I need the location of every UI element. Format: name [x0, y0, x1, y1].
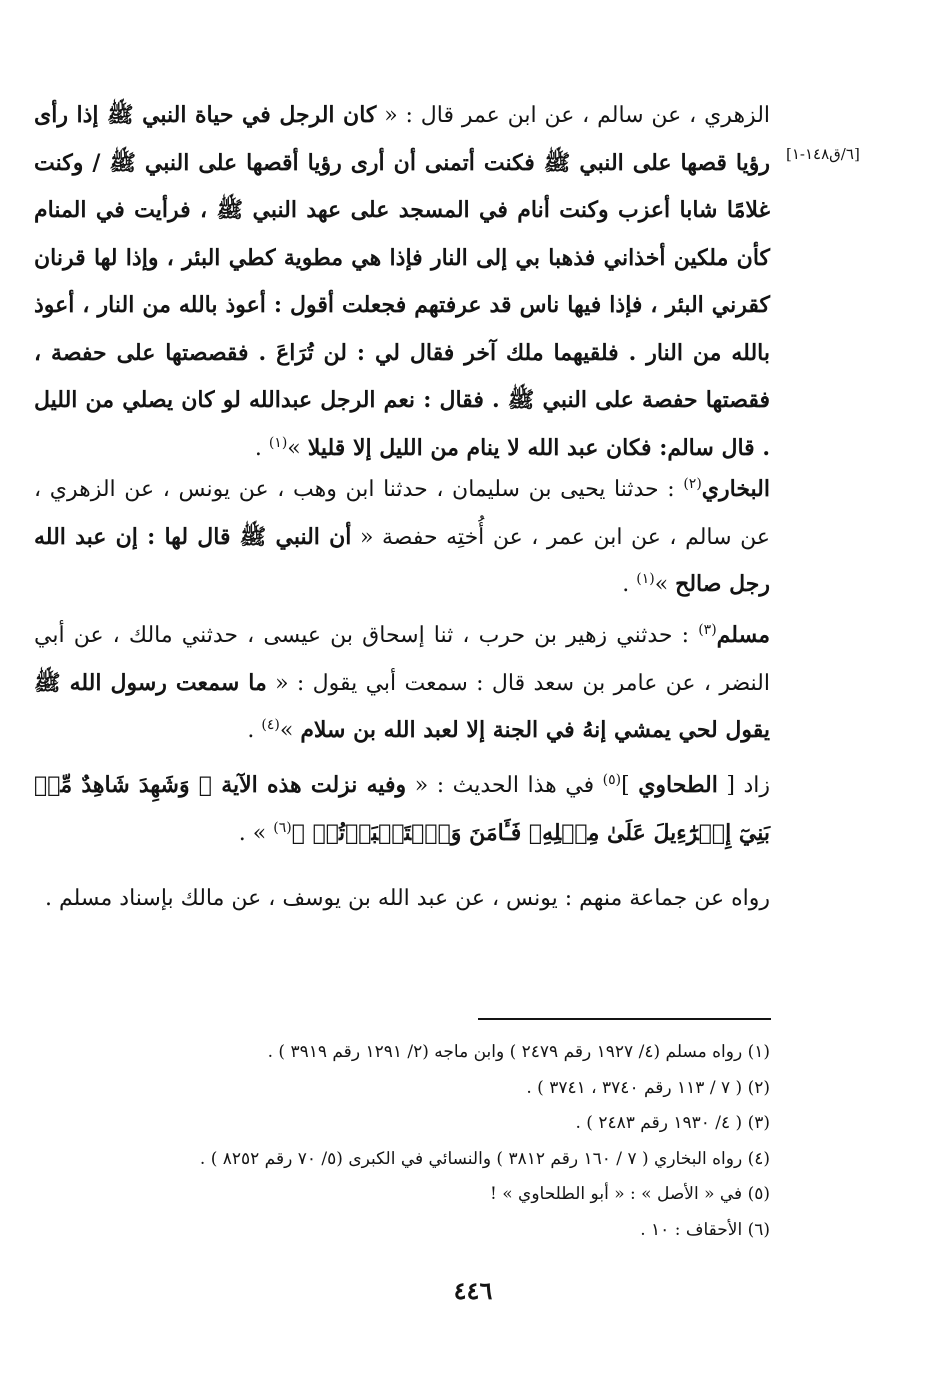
isnad-text: : حدثني زهير بن حرب ، ثنا إسحاق بن عيسى ، حدثني مالك ، عن أبي النضر ، عن عامر بن سعد قال : سمعت أبي يقول : « — [34, 623, 770, 696]
quote-close: » — [279, 718, 301, 743]
source-name: البخاري — [701, 476, 770, 502]
footnote-1: (١) رواه مسلم (٤/ ١٩٢٧ رقم ٢٤٧٩ ) وابن ماجه (٢/ ١٢٩١ رقم ٣٩١٩ ) . — [267, 1042, 770, 1062]
hadith-paragraph-4 — [34, 762, 770, 857]
footnote-5: (٥) في « الأصل » : « أبو الطلحاوي » ! — [489, 1184, 770, 1204]
bracket-close: ] — [621, 773, 639, 798]
page-number: ٤٤٦ — [453, 1276, 493, 1305]
hadith-paragraph-2 — [34, 466, 770, 609]
source-name: مسلم — [716, 622, 770, 648]
quran-verse: ﴿ وَشَهِدَ شَاهِدٌ مِّنۢ بَنِيٓ إِسۡرَٰٓءِيلَ عَلَىٰ مِثۡلِهِۦ فَـَٔامَنَ وَٱسۡتَكۡبَرۡتُمۡ ﴾ — [34, 772, 770, 846]
narration-text: رواه عن جماعة منهم : يونس ، عن عبد الله بن يوسف ، عن مالك بإسناد مسلم . — [44, 886, 770, 911]
footnote-ref: (٦) — [273, 819, 292, 836]
matn-text: وفيه نزلت هذه الآية — [221, 772, 407, 798]
lead-text: زاد [ — [717, 773, 770, 798]
hadith-paragraph-1 — [34, 92, 770, 472]
footnote-3: (٣) ( ٤/ ١٩٣٠ رقم ٢٤٨٣ ) . — [575, 1113, 770, 1133]
footnote-ref: (١) — [636, 571, 655, 587]
footnote-ref: (٢) — [683, 476, 702, 492]
quote-close: » . — [238, 820, 274, 846]
period: . — [254, 435, 269, 461]
footnote-6: (٦) الأحقاف : ١٠ . — [640, 1219, 770, 1240]
matn-text: كان الرجل في حياة النبي ﷺ إذا رأى رؤيا قصها على النبي ﷺ فكنت أتمنى أن أرى رؤيا أقصها على النبي ﷺ / وكنت غلامًا شابا أعزب وكنت أنام في المسجد على عهد النبي ﷺ ، فرأيت في المنام كأن ملكين أخذاني فذهبا بي إلى النار فإذا هي مطوية كطي البئر ، وإذا لها قرنان كقرني البئر ، فإذا فيها ناس قد عرفتهم فجعلت أقول : أعوذ بالله من النار ، أعوذ بالله من النار . فلقيهما ملك آخر فقال لي : لن تُرَاعَ . فقصصتها على حفصة ، فقصتها حفصة على النبي ﷺ . فقال : نعم الرجل عبدالله لو كان يصلي من الليل . قال سالم: فكان عبد الله لا ينام من الليل إلا قليلا — [34, 102, 770, 461]
source-name: الطحاوي — [638, 772, 718, 798]
period: . — [247, 718, 262, 743]
hadith-paragraph-5 — [34, 876, 770, 923]
hadith-paragraph-3 — [34, 612, 770, 755]
manuscript-folio-marker: [٦/ق١٤٨-١] — [786, 145, 860, 163]
footnotes — [34, 1035, 770, 1248]
quote-close: » — [654, 572, 676, 597]
intro-text: في هذا الحديث : « — [406, 773, 603, 798]
footnote-4: (٤) رواه البخاري ( ٧ / ١٦٠ رقم ٣٨١٢ ) والنسائي في الكبرى (٥/ ٧٠ رقم ٨٢٥٢ ) . — [199, 1148, 770, 1169]
matn-text: ما سمعت رسول الله ﷺ يقول لحي يمشي إنهُ في الجنة إلا لعبد الله بن سلام — [34, 669, 770, 743]
footnote-2: (٢) ( ٧ / ١١٣ رقم ٣٧٤٠ ، ٣٧٤١ ) . — [526, 1077, 770, 1098]
footnote-ref: (٥) — [602, 772, 622, 788]
footnote-ref: (١) — [268, 434, 288, 451]
isnad-text: : حدثنا يحيى بن سليمان ، حدثنا ابن وهب ، عن يونس ، عن الزهري ، عن سالم ، عن ابن عمر ، عن أُختِه حفصة « — [34, 477, 770, 550]
footnote-ref: (٤) — [261, 717, 280, 733]
isnad-text: الزهري ، عن سالم ، عن ابن عمر قال : « — [376, 103, 771, 128]
footnote-separator — [478, 1018, 771, 1020]
footnote-ref: (٣) — [698, 622, 717, 638]
quote-close: » — [287, 435, 308, 461]
period: . — [622, 572, 637, 597]
matn-text: أن النبي ﷺ قال لها : إن عبد الله رجل صالح — [34, 523, 770, 597]
